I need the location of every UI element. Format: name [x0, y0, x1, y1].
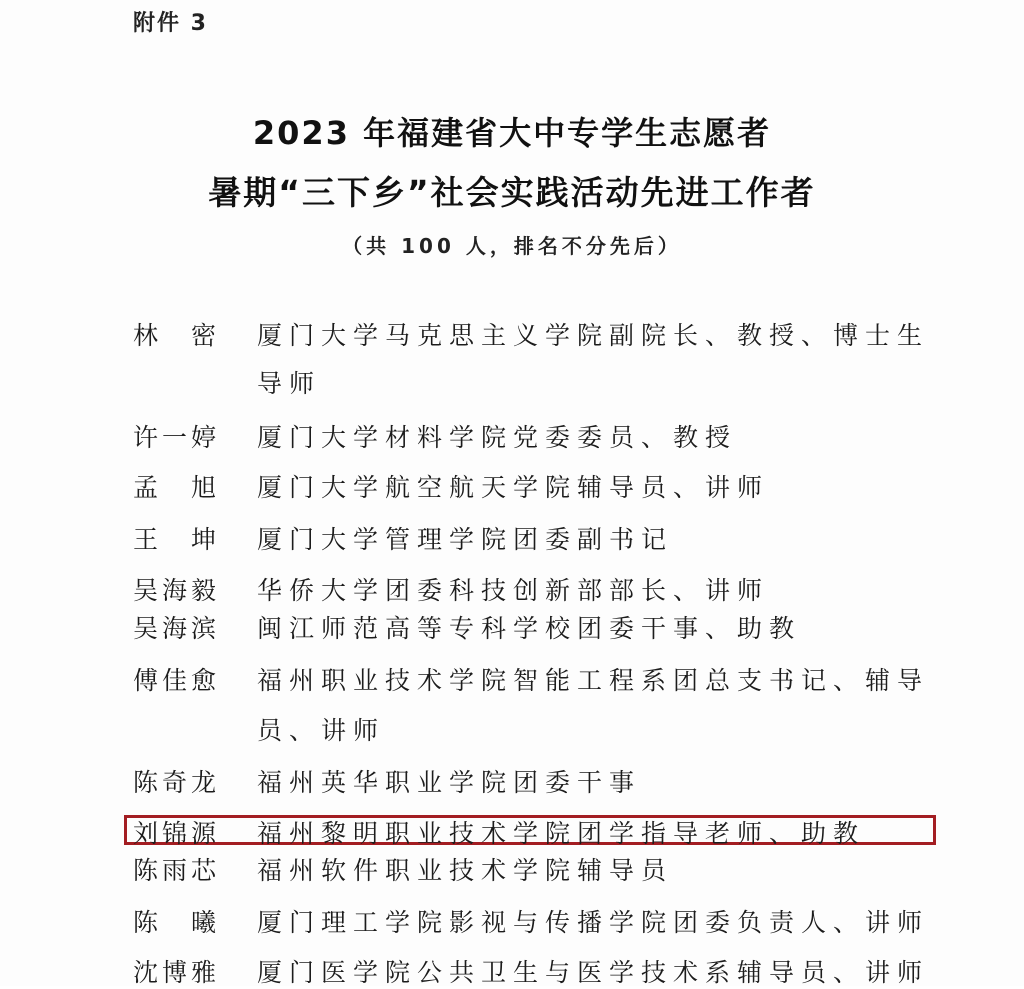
- entry-role: 华侨大学团委科技创新部部长、讲师: [257, 576, 770, 605]
- entry-role: 厦门医学院公共卫生与医学技术系辅导员、讲师: [257, 958, 930, 987]
- entry-role: 福州职业技术学院智能工程系团总支书记、辅导: [257, 666, 930, 695]
- document-title-line2: 暑期“三下乡”社会实践活动先进工作者: [208, 173, 816, 212]
- entry-name-highlighted: 刘锦源: [133, 819, 221, 848]
- entry-name: 林 密: [133, 321, 221, 350]
- entry-name: 王 坤: [133, 525, 221, 554]
- entry-name: 傅佳愈: [133, 666, 221, 695]
- entry-role: 厦门大学管理学院团委副书记: [257, 525, 674, 554]
- entry-name: 吴海滨: [133, 614, 221, 643]
- document-subtitle: （共 100 人，排名不分先后）: [342, 234, 682, 258]
- entry-name: 吴海毅: [133, 576, 221, 605]
- entry-name: 沈博雅: [133, 958, 221, 987]
- entry-name: 孟 旭: [133, 473, 221, 502]
- entry-role: 厦门大学材料学院党委委员、教授: [257, 423, 738, 452]
- entry-role-continued: 导师: [257, 369, 322, 398]
- entry-role: 厦门大学航空航天学院辅导员、讲师: [257, 473, 770, 502]
- entry-name: 陈 曦: [133, 908, 221, 937]
- entry-role: 福州英华职业学院团委干事: [257, 768, 642, 797]
- document-title-line1: 2023 年福建省大中专学生志愿者: [252, 114, 772, 152]
- entry-role: 闽江师范高等专科学校团委干事、助教: [257, 614, 802, 643]
- entry-role-continued: 员、讲师: [257, 716, 386, 745]
- entry-role: 厦门大学马克思主义学院副院长、教授、博士生: [257, 321, 930, 350]
- entry-name: 陈奇龙: [133, 768, 221, 797]
- entry-role-highlighted: 福州黎明职业技术学院团学指导老师、助教: [257, 819, 866, 848]
- entry-name: 陈雨芯: [133, 856, 221, 885]
- entry-role: 福州软件职业技术学院辅导员: [257, 856, 674, 885]
- attachment-label: 附件 3: [133, 11, 208, 36]
- entry-name: 许一婷: [133, 423, 221, 452]
- entry-role: 厦门理工学院影视与传播学院团委负责人、讲师: [257, 908, 930, 937]
